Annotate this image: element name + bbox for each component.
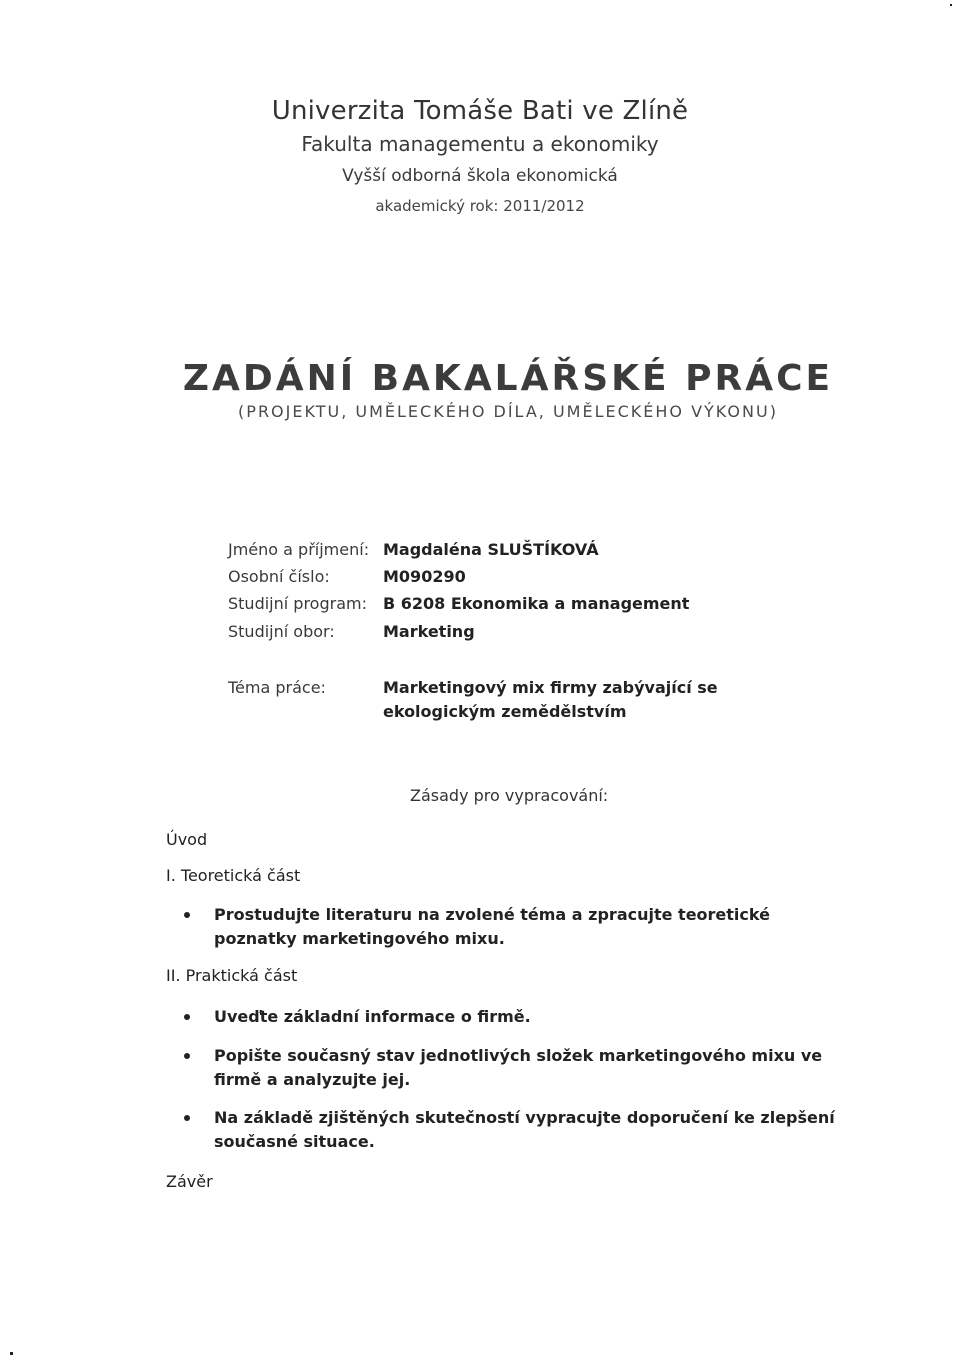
school-name: Vyšší odborná škola ekonomická	[342, 166, 618, 186]
program-value: B 6208 Ekonomika a management	[383, 594, 690, 613]
id-value: M090290	[383, 567, 466, 586]
scan-speck	[10, 1352, 13, 1355]
list-item	[214, 1005, 854, 1029]
scan-speck	[950, 4, 952, 6]
topic-value: Marketingový mix firmy zabývající se ekologickým zemědělstvím	[383, 678, 718, 721]
conclusion-heading: Závěr	[166, 1172, 213, 1191]
academic-year: akademický rok: 2011/2012	[375, 197, 585, 215]
document-title: ZADÁNÍ BAKALÁŘSKÉ PRÁCE	[182, 358, 834, 399]
list-item-text: Prostudujte literaturu na zvolené téma a zpracujte teoretické poznatky marketingového mixu.	[214, 905, 770, 948]
topic-label: Téma práce:	[228, 678, 326, 697]
bullet-icon	[184, 1014, 190, 1020]
guidelines-heading: Zásady pro vypracování:	[410, 786, 609, 805]
name-value: Magdaléna SLUŠTÍKOVÁ	[383, 540, 599, 559]
program-label: Studijní program:	[228, 594, 367, 613]
bullet-icon	[184, 912, 190, 918]
faculty-name: Fakulta managementu a ekonomiky	[301, 132, 659, 156]
list-item	[214, 903, 854, 951]
list-item	[214, 1044, 854, 1092]
document-subtitle: (PROJEKTU, UMĚLECKÉHO DÍLA, UMĚLECKÉHO VÝKONU)	[238, 402, 778, 421]
name-label: Jméno a příjmení:	[228, 540, 370, 559]
id-label: Osobní číslo:	[228, 567, 330, 586]
list-item-text: Na základě zjištěných skutečností vypracujte doporučení ke zlepšení současné situace.	[214, 1108, 835, 1151]
practical-heading: II. Praktická část	[166, 966, 298, 985]
list-item	[214, 1106, 854, 1154]
field-value: Marketing	[383, 622, 475, 641]
bullet-icon	[184, 1115, 190, 1121]
bullet-icon	[184, 1053, 190, 1059]
theory-heading: I. Teoretická část	[166, 866, 301, 885]
list-item-text: Uveďte základní informace o firmě.	[214, 1007, 531, 1026]
field-label: Studijní obor:	[228, 622, 335, 641]
university-name: Univerzita Tomáše Bati ve Zlíně	[271, 96, 689, 126]
list-item-text: Popište současný stav jednotlivých složek marketingového mixu ve firmě a analyzujte jej.	[214, 1046, 823, 1089]
intro-heading: Úvod	[166, 830, 208, 849]
